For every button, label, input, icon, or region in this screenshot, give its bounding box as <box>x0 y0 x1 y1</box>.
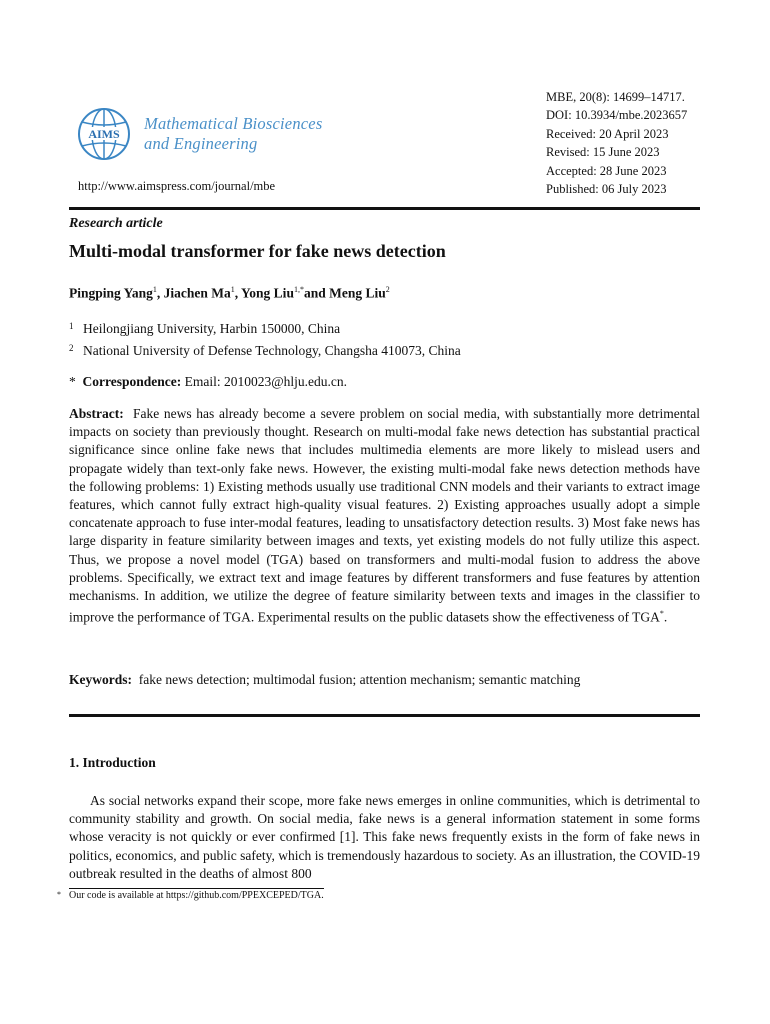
footnote <box>57 890 324 901</box>
article-meta <box>546 88 687 198</box>
abstract: Abstract: Fake news has already become a severe problem on social media, with substantially more detrimental impacts on society than previously thought. Research on multi-modal fake news detection has substantial practical significance since online fake news that includes multimedia elements are more likely to mislead users and propagate widely than text-only fake news. However, the existing multi-modal fake news detection methods have the following problems: 1) Existing methods usually use traditional CNN models and their variants to extract image features, which cannot fully extract high-quality visual features. 2) Existing approaches usually adopt a simple concatenate approach to fuse inter-modal features, leading to unsatisfactory detection results. 3) Most fake news has large disparity in feature similarity between images and texts, yet existing models do not fully utilize this aspect. Thus, we propose a novel model (TGA) based on transformers and multi-modal fusion to address the above problems. Specifically, we extract text and image features by different transformers and fuse features by attention mechanisms. In addition, we utilize the degree of feature similarity between texts and images in the classifier to improve the performance of TGA. Experimental results on the public datasets show the effectiveness of TGA*. <box>69 406 701 625</box>
author-name: Pingping Yang <box>69 285 153 301</box>
abstract-divider <box>69 714 700 717</box>
author-affil-mark: 2 <box>385 285 390 294</box>
meta-revised: Revised: 15 June 2023 <box>546 145 660 160</box>
affiliation-number: 2 <box>69 342 74 353</box>
svg-text:AIMS: AIMS <box>88 127 120 141</box>
affiliation-list <box>69 318 461 361</box>
author-affil-mark: 1,* <box>293 285 304 294</box>
meta-accepted: Accepted: 28 June 2023 <box>546 163 667 178</box>
abstract-footnote-mark: * <box>659 609 664 619</box>
abstract-text: Fake news has already become a severe problem on social media, with substantially more detrimental impacts on society than previously thought. Research on multi-modal fake news detection has substantial practical significance since online fake news that includes multimedia elements are more likely to mislead users and propagate widely than text-only fake news. However, the existing multi-modal fake news detection methods have the following problems: 1) Existing methods usually use traditional CNN models and their variants to extract image features, which cannot fully extract high-quality visual features. 2) Existing approaches usually adopt a simple concatenate approach to fuse inter-modal features, leading to unsatisfactory detection results. 3) Most fake news has large disparity in feature similarity between images and texts, yet existing models do not fully utilize this aspect. Thus, we propose a novel model (TGA) based on transformers and multi-modal fusion to address the above problems. Specifically, we extract text and image features by different transformers and fuse features by attention mechanisms. In addition, we utilize the degree of feature similarity between texts and images in the classifier to improve the performance of TGA. Experimental results on the public datasets show the effectiveness of TGA <box>69 406 701 625</box>
footnote-text[interactable]: Our code is available at https://github.com/PPEXCEPED/TGA. <box>69 890 324 901</box>
affiliation-text: Heilongjiang University, Harbin 150000, China <box>83 321 341 336</box>
footnote-mark: * <box>57 890 61 899</box>
aims-globe-logo-icon <box>76 106 132 162</box>
header-divider <box>69 207 700 210</box>
affiliation-text: National University of Defense Technology, Changsha 410073, China <box>83 342 461 358</box>
keywords-label: Keywords: <box>69 672 132 687</box>
meta-published: Published: 06 July 2023 <box>546 182 667 197</box>
introduction-paragraph: As social networks expand their scope, more fake news emerges in online communities, which is detrimental to community stability and growth. On social media, fake news is a general information statement in some forms whose veracity is not quickly or ever confirmed [1]. This fake news frequently exists in the form of fake news in politics, economics, and public safety, which is tremendously hazardous to society. As an illustration, the COVID-19 outbreak resulted in the deaths of almost 800 <box>69 793 700 881</box>
author-list: Pingping Yang$^1$, Jiachen Ma$^1$, Yong Liu$^{1,*}$and Meng Liu$^2$ <box>69 285 390 301</box>
meta-doi[interactable]: DOI: 10.3934/mbe.2023657 <box>546 108 688 123</box>
author-affil-mark: 1 <box>230 285 235 294</box>
article-type: Research article <box>69 216 163 231</box>
correspondence-email[interactable]: Email: 2010023@hlju.edu.cn. <box>184 374 348 389</box>
journal-name <box>144 114 384 154</box>
correspondence-star: * <box>69 374 76 389</box>
author-name: Meng Liu <box>329 285 386 301</box>
journal-name-line2: and Engineering <box>144 134 258 153</box>
journal-name-line1: Mathematical Biosciences <box>144 114 323 133</box>
author-affil-mark: 1 <box>152 285 157 294</box>
keywords <box>69 672 580 688</box>
correspondence-label: Correspondence: <box>82 374 182 389</box>
paper-title: Multi-modal transformer for fake news detection <box>69 241 446 261</box>
affiliation-item <box>69 318 461 340</box>
author-name: Jiachen Ma <box>163 285 231 301</box>
meta-citation: MBE, 20(8): 14699–14717. <box>546 90 685 104</box>
meta-received: Received: 20 April 2023 <box>546 126 669 141</box>
section-heading-introduction: 1. Introduction <box>69 755 156 770</box>
abstract-label: Abstract: <box>69 406 124 421</box>
keywords-text: fake news detection; multimodal fusion; attention mechanism; semantic matching <box>138 672 581 687</box>
correspondence <box>69 374 347 390</box>
affiliation-item <box>69 340 461 362</box>
affiliation-number: 1 <box>69 321 74 331</box>
footnote-divider <box>69 888 324 889</box>
journal-url-link[interactable]: http://www.aimspress.com/journal/mbe <box>78 179 276 193</box>
journal-logo[interactable] <box>76 106 396 162</box>
author-name: Yong Liu <box>241 285 294 301</box>
